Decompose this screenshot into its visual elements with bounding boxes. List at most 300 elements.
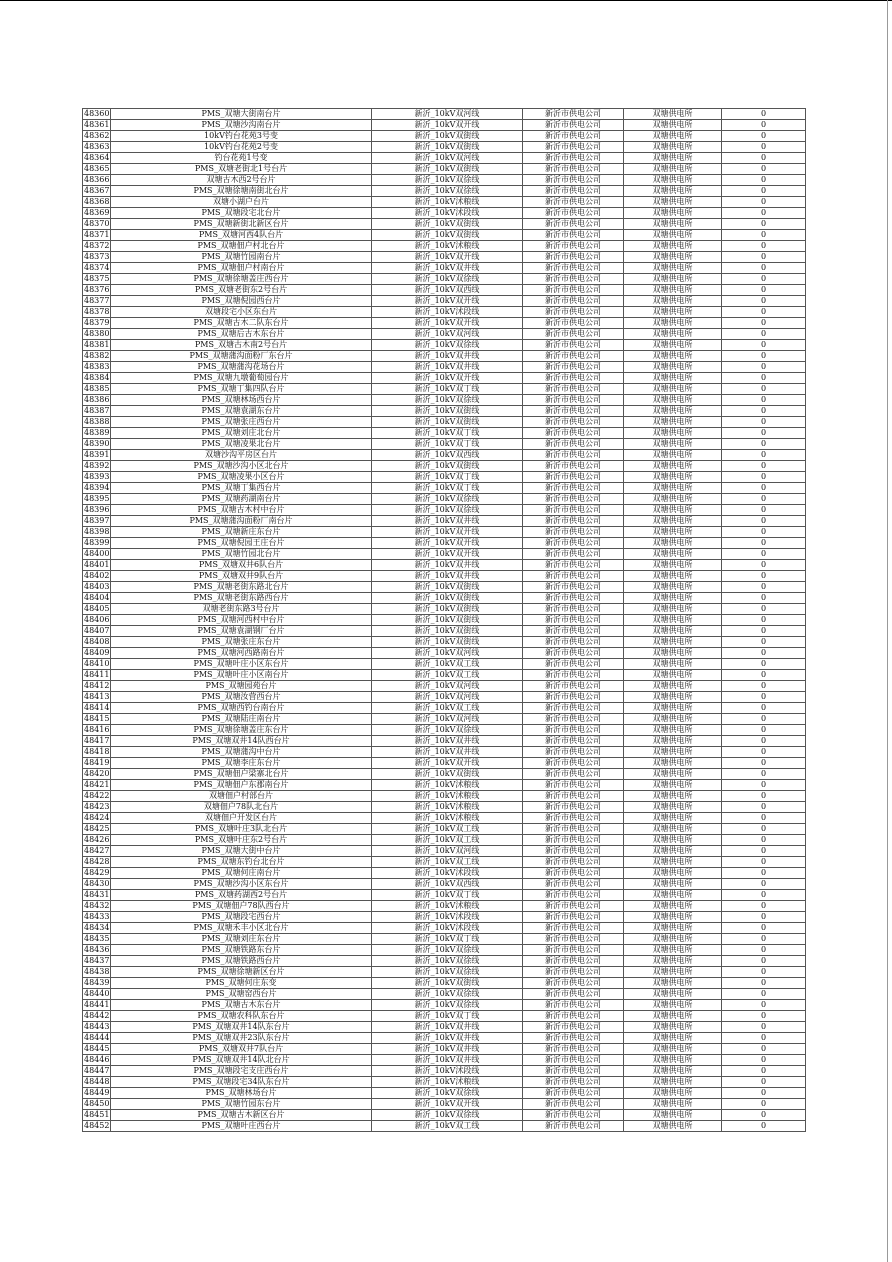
station-name-cell: PMS_双塘佃户梁寨北台片 <box>111 769 372 780</box>
row-id-cell: 48433 <box>84 912 110 921</box>
feeder-line-cell: 新沂_10kV双徐线 <box>372 1088 523 1099</box>
value-cell: 0 <box>722 769 806 780</box>
station-name-cell: PMS_双塘古木东台片 <box>111 1000 372 1011</box>
station-name-cell: PMS_双塘古木新区台片 <box>111 1110 372 1121</box>
company-cell: 新沂市供电公司 <box>523 824 624 835</box>
supply-office-cell: 双塘供电所 <box>624 835 722 846</box>
value-cell: 0 <box>722 637 806 648</box>
supply-office-cell: 双塘供电所 <box>624 681 722 692</box>
value-cell: 0 <box>722 527 806 538</box>
table-row <box>83 1011 806 1022</box>
row-id-cell: 48364 <box>84 153 110 162</box>
feeder-line-cell: 新沂_10kV双徐线 <box>372 505 523 516</box>
feeder-line-cell: 新沂_10kV沭段线 <box>372 307 523 318</box>
supply-office-cell: 双塘供电所 <box>624 1022 722 1033</box>
row-id-cell: 48388 <box>84 417 110 426</box>
company-cell: 新沂市供电公司 <box>523 1022 624 1033</box>
feeder-line-cell: 新沂_10kV双开线 <box>372 527 523 538</box>
feeder-line-cell: 新沂_10kV双井线 <box>372 1033 523 1044</box>
company-cell: 新沂市供电公司 <box>523 637 624 648</box>
company-cell: 新沂市供电公司 <box>523 164 624 175</box>
supply-office-cell: 双塘供电所 <box>624 747 722 758</box>
value-cell: 0 <box>722 1099 806 1110</box>
row-id-cell: 48387 <box>84 406 110 415</box>
company-cell: 新沂市供电公司 <box>523 197 624 208</box>
value-cell: 0 <box>722 1033 806 1044</box>
row-id-cell: 48403 <box>84 582 110 591</box>
table-row <box>83 1022 806 1033</box>
company-cell: 新沂市供电公司 <box>523 615 624 626</box>
row-id-cell: 48437 <box>84 956 110 965</box>
supply-office-cell: 双塘供电所 <box>624 461 722 472</box>
table-row <box>83 142 806 153</box>
table-row <box>83 362 806 373</box>
company-cell: 新沂市供电公司 <box>523 439 624 450</box>
row-id-cell: 48408 <box>84 637 110 646</box>
company-cell: 新沂市供电公司 <box>523 472 624 483</box>
feeder-line-cell: 新沂_10kV双街线 <box>372 626 523 637</box>
company-cell: 新沂市供电公司 <box>523 923 624 934</box>
value-cell: 0 <box>722 406 806 417</box>
company-cell: 新沂市供电公司 <box>523 153 624 164</box>
table-row <box>83 868 806 879</box>
value-cell: 0 <box>722 956 806 967</box>
row-id-cell: 48411 <box>84 670 110 679</box>
table-row <box>83 615 806 626</box>
row-id-cell: 48428 <box>84 857 110 866</box>
station-name-cell: PMS_双塘佃户村北台片 <box>111 241 372 252</box>
company-cell: 新沂市供电公司 <box>523 868 624 879</box>
value-cell: 0 <box>722 1110 806 1121</box>
supply-office-cell: 双塘供电所 <box>624 417 722 428</box>
row-id-cell: 48384 <box>84 373 110 382</box>
company-cell: 新沂市供电公司 <box>523 846 624 857</box>
station-name-cell: PMS_双塘老街北1号台片 <box>111 164 372 175</box>
supply-office-cell: 双塘供电所 <box>624 593 722 604</box>
feeder-line-cell: 新沂_10kV双徐线 <box>372 1000 523 1011</box>
table-row <box>83 593 806 604</box>
company-cell: 新沂市供电公司 <box>523 175 624 186</box>
supply-office-cell: 双塘供电所 <box>624 373 722 384</box>
feeder-line-cell: 新沂_10kV双丁线 <box>372 428 523 439</box>
table-row <box>83 714 806 725</box>
station-name-cell: PMS_双塘佃户东郡南台片 <box>111 780 372 791</box>
value-cell: 0 <box>722 879 806 890</box>
row-id-cell: 48431 <box>84 890 110 899</box>
supply-office-cell: 双塘供电所 <box>624 637 722 648</box>
value-cell: 0 <box>722 692 806 703</box>
station-name-cell: PMS_双塘徐塘盖庄东台片 <box>111 725 372 736</box>
value-cell: 0 <box>722 307 806 318</box>
feeder-line-cell: 新沂_10kV双井线 <box>372 516 523 527</box>
station-name-cell: PMS_双塘双井14队东台片 <box>111 1022 372 1033</box>
supply-office-cell: 双塘供电所 <box>624 604 722 615</box>
data-table <box>82 108 806 1132</box>
station-name-cell: PMS_双塘倪园西台片 <box>111 296 372 307</box>
row-id-cell: 48446 <box>84 1055 110 1064</box>
station-name-cell: PMS_双塘汝营西台片 <box>111 692 372 703</box>
company-cell: 新沂市供电公司 <box>523 527 624 538</box>
supply-office-cell: 双塘供电所 <box>624 1000 722 1011</box>
row-id-cell: 48369 <box>84 208 110 217</box>
supply-office-cell: 双塘供电所 <box>624 527 722 538</box>
value-cell: 0 <box>722 582 806 593</box>
station-name-cell: PMS_双塘蒲沟中台片 <box>111 747 372 758</box>
row-id-cell: 48435 <box>84 934 110 943</box>
table-row <box>83 1099 806 1110</box>
station-name-cell: PMS_双塘叶庄小区南台片 <box>111 670 372 681</box>
row-id-cell: 48409 <box>84 648 110 657</box>
value-cell: 0 <box>722 120 806 131</box>
station-name-cell: PMS_双塘林场台片 <box>111 1088 372 1099</box>
station-name-cell: PMS_双塘老街东2号台片 <box>111 285 372 296</box>
row-id-cell: 48444 <box>84 1033 110 1042</box>
row-id-cell: 48368 <box>84 197 110 206</box>
table-row <box>83 406 806 417</box>
table-row <box>83 373 806 384</box>
table-row <box>83 340 806 351</box>
company-cell: 新沂市供电公司 <box>523 1011 624 1022</box>
supply-office-cell: 双塘供电所 <box>624 857 722 868</box>
supply-office-cell: 双塘供电所 <box>624 329 722 340</box>
supply-office-cell: 双塘供电所 <box>624 813 722 824</box>
supply-office-cell: 双塘供电所 <box>624 153 722 164</box>
company-cell: 新沂市供电公司 <box>523 736 624 747</box>
table-row <box>83 417 806 428</box>
row-id-cell: 48415 <box>84 714 110 723</box>
value-cell: 0 <box>722 791 806 802</box>
company-cell: 新沂市供电公司 <box>523 516 624 527</box>
table-row <box>83 538 806 549</box>
value-cell: 0 <box>722 1044 806 1055</box>
feeder-line-cell: 新沂_10kV双工线 <box>372 824 523 835</box>
station-name-cell: PMS_双塘竹园东台片 <box>111 1099 372 1110</box>
row-id-cell: 48419 <box>84 758 110 767</box>
feeder-line-cell: 新沂_10kV双丁线 <box>372 934 523 945</box>
row-id-cell: 48448 <box>84 1077 110 1086</box>
feeder-line-cell: 新沂_10kV双河线 <box>372 329 523 340</box>
feeder-line-cell: 新沂_10kV沭粮线 <box>372 197 523 208</box>
table-row <box>83 780 806 791</box>
table-row <box>83 175 806 186</box>
row-id-cell: 48450 <box>84 1099 110 1108</box>
value-cell: 0 <box>722 934 806 945</box>
row-id-cell: 48441 <box>84 1000 110 1009</box>
value-cell: 0 <box>722 230 806 241</box>
supply-office-cell: 双塘供电所 <box>624 945 722 956</box>
feeder-line-cell: 新沂_10kV沭粮线 <box>372 791 523 802</box>
table-row <box>83 659 806 670</box>
company-cell: 新沂市供电公司 <box>523 461 624 472</box>
station-name-cell: PMS_双塘双井9队台片 <box>111 571 372 582</box>
station-name-cell: PMS_双塘佃户村南台片 <box>111 263 372 274</box>
feeder-line-cell: 新沂_10kV双工线 <box>372 857 523 868</box>
row-id-cell: 48416 <box>84 725 110 734</box>
row-id-cell: 48400 <box>84 549 110 558</box>
table-row <box>83 153 806 164</box>
row-id-cell: 48442 <box>84 1011 110 1020</box>
row-id-cell: 48382 <box>84 351 110 360</box>
feeder-line-cell: 新沂_10kV双街线 <box>372 219 523 230</box>
supply-office-cell: 双塘供电所 <box>624 263 722 274</box>
row-id-cell: 48434 <box>84 923 110 932</box>
table-row <box>83 1033 806 1044</box>
supply-office-cell: 双塘供电所 <box>624 164 722 175</box>
feeder-line-cell: 新沂_10kV双开线 <box>372 538 523 549</box>
table-row <box>83 758 806 769</box>
company-cell: 新沂市供电公司 <box>523 604 624 615</box>
station-name-cell: PMS_双塘双井23队东台片 <box>111 1033 372 1044</box>
feeder-line-cell: 新沂_10kV双河线 <box>372 109 523 120</box>
supply-office-cell: 双塘供电所 <box>624 923 722 934</box>
supply-office-cell: 双塘供电所 <box>624 901 722 912</box>
company-cell: 新沂市供电公司 <box>523 494 624 505</box>
feeder-line-cell: 新沂_10kV双徐线 <box>372 494 523 505</box>
company-cell: 新沂市供电公司 <box>523 538 624 549</box>
table-row <box>83 956 806 967</box>
supply-office-cell: 双塘供电所 <box>624 538 722 549</box>
table-row <box>83 296 806 307</box>
station-name-cell: PMS_双塘窑西台片 <box>111 989 372 1000</box>
table-row <box>83 461 806 472</box>
station-name-cell: 10kV钓台花苑3号变 <box>111 131 372 142</box>
company-cell: 新沂市供电公司 <box>523 802 624 813</box>
table-row <box>83 1121 806 1132</box>
supply-office-cell: 双塘供电所 <box>624 1077 722 1088</box>
company-cell: 新沂市供电公司 <box>523 428 624 439</box>
supply-office-cell: 双塘供电所 <box>624 967 722 978</box>
supply-office-cell: 双塘供电所 <box>624 714 722 725</box>
row-id-cell: 48425 <box>84 824 110 833</box>
company-cell: 新沂市供电公司 <box>523 1077 624 1088</box>
supply-office-cell: 双塘供电所 <box>624 285 722 296</box>
feeder-line-cell: 新沂_10kV双井线 <box>372 1022 523 1033</box>
value-cell: 0 <box>722 626 806 637</box>
table-row <box>83 230 806 241</box>
feeder-line-cell: 新沂_10kV沭粮线 <box>372 1077 523 1088</box>
supply-office-cell: 双塘供电所 <box>624 494 722 505</box>
table-row <box>83 1066 806 1077</box>
company-cell: 新沂市供电公司 <box>523 747 624 758</box>
supply-office-cell: 双塘供电所 <box>624 296 722 307</box>
company-cell: 新沂市供电公司 <box>523 1110 624 1121</box>
table-row <box>83 505 806 516</box>
feeder-line-cell: 新沂_10kV双井线 <box>372 736 523 747</box>
row-id-cell: 48363 <box>84 142 110 151</box>
feeder-line-cell: 新沂_10kV双西线 <box>372 879 523 890</box>
page-right-edge <box>887 0 888 1262</box>
station-name-cell: PMS_双塘凌果北台片 <box>111 439 372 450</box>
table-row <box>83 736 806 747</box>
supply-office-cell: 双塘供电所 <box>624 736 722 747</box>
company-cell: 新沂市供电公司 <box>523 560 624 571</box>
company-cell: 新沂市供电公司 <box>523 934 624 945</box>
station-name-cell: PMS_双塘张庄东台片 <box>111 637 372 648</box>
company-cell: 新沂市供电公司 <box>523 362 624 373</box>
table-row <box>83 351 806 362</box>
feeder-line-cell: 新沂_10kV双工线 <box>372 670 523 681</box>
feeder-line-cell: 新沂_10kV双丁线 <box>372 890 523 901</box>
feeder-line-cell: 新沂_10kV双徐线 <box>372 274 523 285</box>
value-cell: 0 <box>722 967 806 978</box>
station-name-cell: PMS_双塘河西4队台片 <box>111 230 372 241</box>
table-row <box>83 1110 806 1121</box>
supply-office-cell: 双塘供电所 <box>624 131 722 142</box>
company-cell: 新沂市供电公司 <box>523 593 624 604</box>
supply-office-cell: 双塘供电所 <box>624 758 722 769</box>
station-name-cell: PMS_双塘竹园北台片 <box>111 549 372 560</box>
station-name-cell: 双塘佃户开发区台片 <box>111 813 372 824</box>
row-id-cell: 48360 <box>84 109 110 118</box>
feeder-line-cell: 新沂_10kV双徐线 <box>372 956 523 967</box>
table-row <box>83 318 806 329</box>
company-cell: 新沂市供电公司 <box>523 978 624 989</box>
company-cell: 新沂市供电公司 <box>523 274 624 285</box>
table-row <box>83 989 806 1000</box>
station-name-cell: PMS_双塘九墩葡萄园台片 <box>111 373 372 384</box>
row-id-cell: 48445 <box>84 1044 110 1053</box>
table-row <box>83 164 806 175</box>
row-id-cell: 48365 <box>84 164 110 173</box>
supply-office-cell: 双塘供电所 <box>624 791 722 802</box>
value-cell: 0 <box>722 483 806 494</box>
supply-office-cell: 双塘供电所 <box>624 406 722 417</box>
company-cell: 新沂市供电公司 <box>523 340 624 351</box>
station-name-cell: PMS_双塘药湖南台片 <box>111 494 372 505</box>
station-name-cell: PMS_双塘新庄东台片 <box>111 527 372 538</box>
feeder-line-cell: 新沂_10kV双街线 <box>372 769 523 780</box>
row-id-cell: 48394 <box>84 483 110 492</box>
supply-office-cell: 双塘供电所 <box>624 879 722 890</box>
feeder-line-cell: 新沂_10kV双开线 <box>372 318 523 329</box>
supply-office-cell: 双塘供电所 <box>624 615 722 626</box>
table-row <box>83 681 806 692</box>
station-name-cell: PMS_双塘林场西台片 <box>111 395 372 406</box>
value-cell: 0 <box>722 1121 806 1132</box>
value-cell: 0 <box>722 703 806 714</box>
supply-office-cell: 双塘供电所 <box>624 241 722 252</box>
value-cell: 0 <box>722 153 806 164</box>
row-id-cell: 48404 <box>84 593 110 602</box>
feeder-line-cell: 新沂_10kV双街线 <box>372 978 523 989</box>
supply-office-cell: 双塘供电所 <box>624 769 722 780</box>
feeder-line-cell: 新沂_10kV双开线 <box>372 373 523 384</box>
company-cell: 新沂市供电公司 <box>523 791 624 802</box>
feeder-line-cell: 新沂_10kV双开线 <box>372 549 523 560</box>
table-row <box>83 802 806 813</box>
company-cell: 新沂市供电公司 <box>523 571 624 582</box>
value-cell: 0 <box>722 670 806 681</box>
feeder-line-cell: 新沂_10kV双河线 <box>372 648 523 659</box>
supply-office-cell: 双塘供电所 <box>624 1110 722 1121</box>
row-id-cell: 48361 <box>84 120 110 129</box>
supply-office-cell: 双塘供电所 <box>624 978 722 989</box>
company-cell: 新沂市供电公司 <box>523 1044 624 1055</box>
station-name-cell: PMS_双塘叶庄3队北台片 <box>111 824 372 835</box>
feeder-line-cell: 新沂_10kV双工线 <box>372 659 523 670</box>
station-name-cell: PMS_双塘沙沟小区北台片 <box>111 461 372 472</box>
row-id-cell: 48440 <box>84 989 110 998</box>
row-id-cell: 48395 <box>84 494 110 503</box>
value-cell: 0 <box>722 1077 806 1088</box>
row-id-cell: 48413 <box>84 692 110 701</box>
value-cell: 0 <box>722 142 806 153</box>
company-cell: 新沂市供电公司 <box>523 406 624 417</box>
supply-office-cell: 双塘供电所 <box>624 505 722 516</box>
feeder-line-cell: 新沂_10kV双井线 <box>372 1044 523 1055</box>
station-name-cell: PMS_双塘段宅北台片 <box>111 208 372 219</box>
table-row <box>83 879 806 890</box>
table-row <box>83 439 806 450</box>
row-id-cell: 48397 <box>84 516 110 525</box>
table-row <box>83 967 806 978</box>
row-id-cell: 48392 <box>84 461 110 470</box>
company-cell: 新沂市供电公司 <box>523 208 624 219</box>
row-id-cell: 48393 <box>84 472 110 481</box>
station-name-cell: PMS_双塘何庄南台片 <box>111 868 372 879</box>
feeder-line-cell: 新沂_10kV沭粮线 <box>372 780 523 791</box>
company-cell: 新沂市供电公司 <box>523 285 624 296</box>
station-name-cell: PMS_双塘古木南2号台片 <box>111 340 372 351</box>
value-cell: 0 <box>722 175 806 186</box>
row-id-cell: 48367 <box>84 186 110 195</box>
feeder-line-cell: 新沂_10kV双徐线 <box>372 945 523 956</box>
company-cell: 新沂市供电公司 <box>523 780 624 791</box>
feeder-line-cell: 新沂_10kV沭粮线 <box>372 813 523 824</box>
row-id-cell: 48427 <box>84 846 110 855</box>
value-cell: 0 <box>722 923 806 934</box>
table-row <box>83 571 806 582</box>
feeder-line-cell: 新沂_10kV双丁线 <box>372 483 523 494</box>
supply-office-cell: 双塘供电所 <box>624 340 722 351</box>
row-id-cell: 48383 <box>84 362 110 371</box>
supply-office-cell: 双塘供电所 <box>624 692 722 703</box>
value-cell: 0 <box>722 373 806 384</box>
supply-office-cell: 双塘供电所 <box>624 1033 722 1044</box>
table-row <box>83 703 806 714</box>
supply-office-cell: 双塘供电所 <box>624 208 722 219</box>
table-row <box>83 890 806 901</box>
company-cell: 新沂市供电公司 <box>523 186 624 197</box>
table-row <box>83 1077 806 1088</box>
company-cell: 新沂市供电公司 <box>523 879 624 890</box>
feeder-line-cell: 新沂_10kV沭段线 <box>372 868 523 879</box>
value-cell: 0 <box>722 263 806 274</box>
station-name-cell: PMS_双塘古木二队东台片 <box>111 318 372 329</box>
feeder-line-cell: 新沂_10kV双徐线 <box>372 725 523 736</box>
feeder-line-cell: 新沂_10kV沭粮线 <box>372 901 523 912</box>
value-cell: 0 <box>722 494 806 505</box>
value-cell: 0 <box>722 318 806 329</box>
company-cell: 新沂市供电公司 <box>523 912 624 923</box>
value-cell: 0 <box>722 1000 806 1011</box>
table-row <box>83 637 806 648</box>
station-name-cell: PMS_双塘西钓台南台片 <box>111 703 372 714</box>
supply-office-cell: 双塘供电所 <box>624 934 722 945</box>
value-cell: 0 <box>722 538 806 549</box>
company-cell: 新沂市供电公司 <box>523 835 624 846</box>
row-id-cell: 48376 <box>84 285 110 294</box>
feeder-line-cell: 新沂_10kV双徐线 <box>372 175 523 186</box>
station-name-cell: PMS_双塘双井7队台片 <box>111 1044 372 1055</box>
value-cell: 0 <box>722 219 806 230</box>
supply-office-cell: 双塘供电所 <box>624 560 722 571</box>
feeder-line-cell: 新沂_10kV沭段线 <box>372 912 523 923</box>
value-cell: 0 <box>722 780 806 791</box>
table-row <box>83 670 806 681</box>
feeder-line-cell: 新沂_10kV双工线 <box>372 835 523 846</box>
supply-office-cell: 双塘供电所 <box>624 868 722 879</box>
